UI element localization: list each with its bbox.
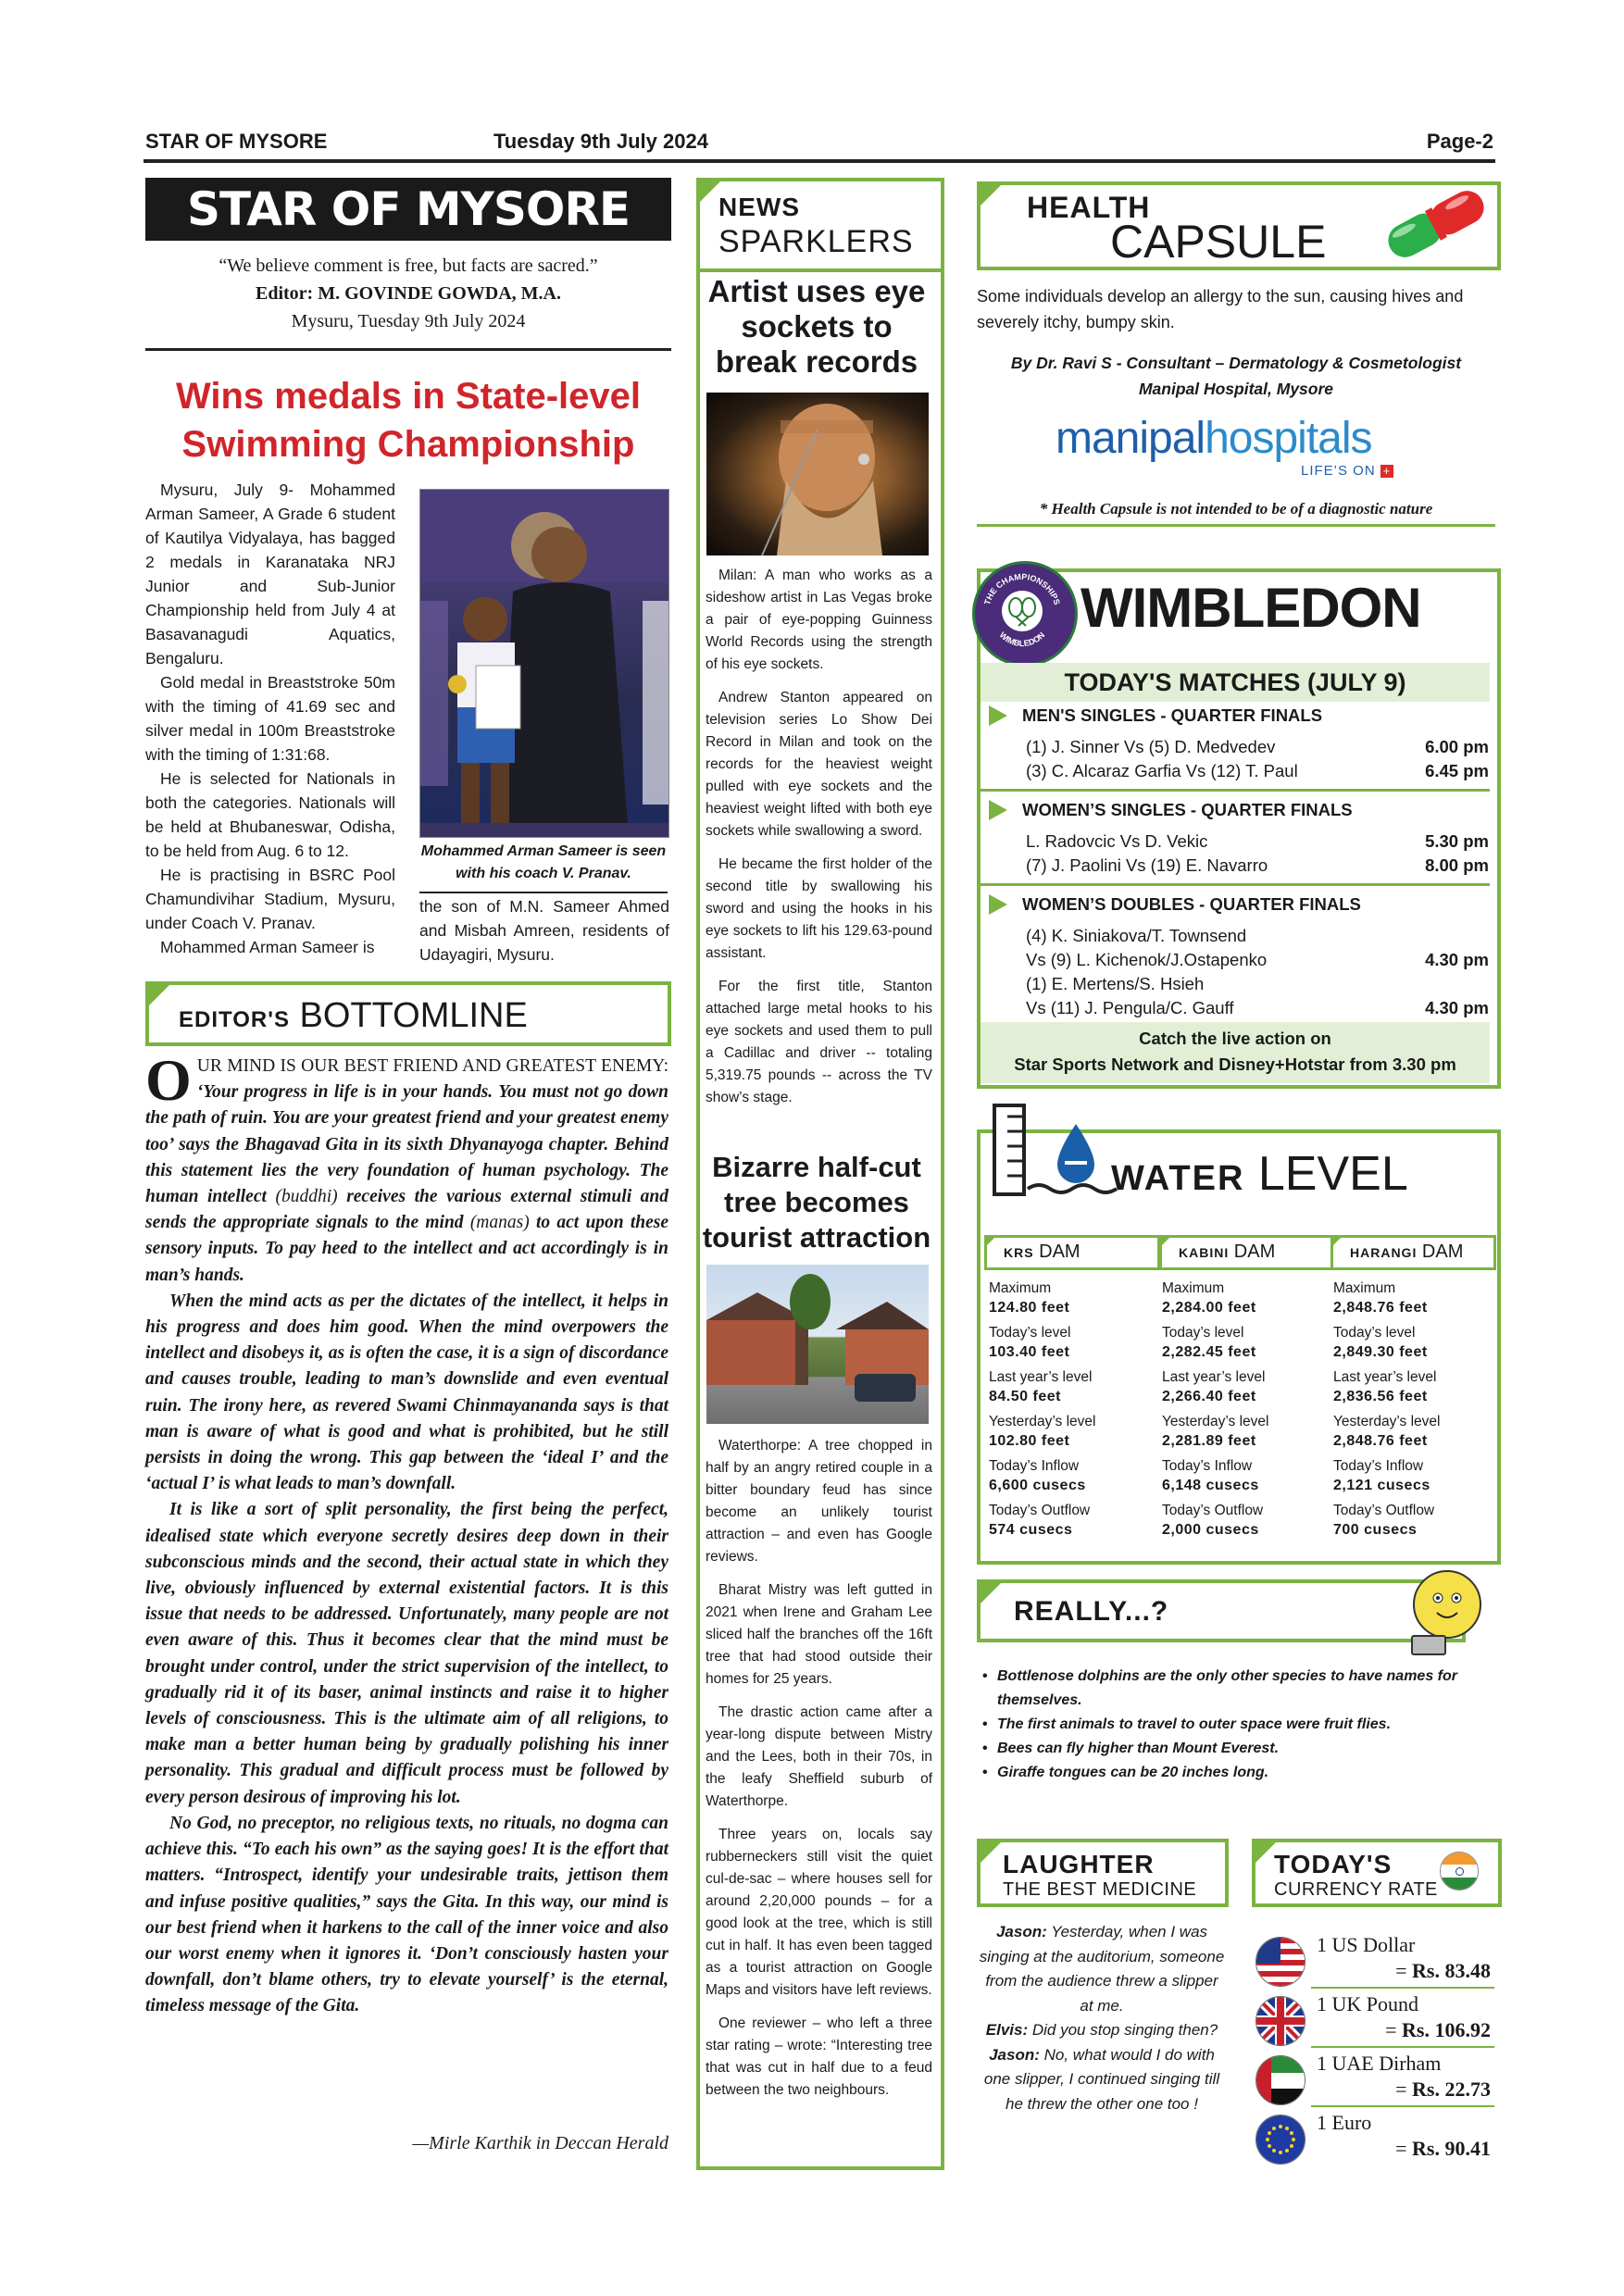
lightbulb-icon xyxy=(1413,1570,1481,1639)
dam-suffix: DAM xyxy=(1421,1242,1464,1262)
wimbledon-band: TODAY'S MATCHES (JULY 9) xyxy=(981,663,1490,702)
label-notch xyxy=(977,1579,1005,1607)
editorial-lead: UR MIND IS OUR BEST FRIEND AND GREATEST ENEMY: xyxy=(196,1056,668,1076)
joke-line xyxy=(977,1920,1227,2018)
editorial-label xyxy=(179,996,528,1036)
masthead-dateline: Mysuru, Tuesday 9th July 2024 xyxy=(291,311,526,331)
health-byline-2: Manipal Hospital, Mysore xyxy=(1138,380,1334,398)
sparkler2-para: One reviewer – who left a three star rating – wrote: “Interesting tree that was cut in half due to a feud between the two neighbours. xyxy=(706,2015,932,2098)
match-name: (1) J. Sinner Vs (5) D. Medvedev xyxy=(1026,737,1276,756)
match-name: L. Radovcic Vs D. Vekic xyxy=(1026,831,1208,851)
level-value: 2,284.00 feet xyxy=(1162,1300,1256,1316)
wimbledon-match xyxy=(1026,761,1489,781)
equals: = xyxy=(1385,2018,1397,2041)
level-value: 2,848.76 feet xyxy=(1333,1433,1428,1449)
rate-value: Rs. 83.48 xyxy=(1412,1959,1491,1982)
laughter-label-box xyxy=(977,1839,1229,1907)
sparkler1-body xyxy=(706,565,932,1120)
joke-line xyxy=(977,2018,1227,2043)
editorial-para: It is like a sort of split personality, the first being the perfect, idealised state which everyone secretly desires deep down in their subconscious minds and the second, their actual state in which they live, obviously influenced by external existential factors. It is this issue that needs to be addressed. Unfortunately, many people are not even aware of this. Thus it becomes clear that the mind must be brought under control, under the strict supervision of the intellect, to gradually rid it of its baser, animal instincts and raise it to higher levels of consciousness. This is the ultimate aim of all religions, to make man a better human being by gradually polishing his inner personality. This gradual and difficult process must be followed by every person desirous of improving his lot. xyxy=(145,1500,668,1807)
level-value: 6,148 cusecs xyxy=(1162,1478,1259,1493)
page-header xyxy=(144,130,1495,159)
health-text: Some individuals develop an allergy to the sun, causing hives and severely itchy, bumpy skin. xyxy=(977,287,1464,331)
wimbledon-match xyxy=(1026,926,1489,946)
label-notch xyxy=(1330,1235,1343,1248)
swim-para: He is selected for Nationals in both the categories. Nationals will be held at Bhubaneswar, Odisha, to be held from Aug. 6 to 12. xyxy=(145,769,395,860)
us-flag-icon xyxy=(1255,1937,1305,1987)
wimbledon-category: MEN'S SINGLES - QUARTER FINALS xyxy=(1022,705,1323,725)
wimbledon-separator xyxy=(981,789,1490,792)
dam-column-krs xyxy=(989,1279,1156,1546)
dam-label-krs xyxy=(984,1235,1160,1270)
editorial-p1: ‘Your progress in life is in your hands. You must not go down the path of ruin. You are your greatest friend and your greatest enemy too’ says the Bhagavad Gita in its sixth Dhyanayoga chapter. Behind this statement lies the very foundation of human psychology. The human intellect xyxy=(145,1082,668,1207)
editorial-body xyxy=(145,1047,669,2020)
level-value: 700 cusecs xyxy=(1333,1522,1418,1538)
level-value: 2,266.40 feet xyxy=(1162,1389,1256,1404)
really-label-box xyxy=(977,1579,1466,1642)
masthead-title: STAR OF MYSORE xyxy=(145,178,671,241)
currency-name: 1 US Dollar xyxy=(1317,1933,1416,1956)
water-title xyxy=(1111,1146,1408,1202)
laughter-label-b: THE BEST MEDICINE xyxy=(1003,1879,1197,1900)
currency-rate xyxy=(1395,2078,1491,2102)
label-notch xyxy=(1159,1235,1172,1248)
speaker: Jason: xyxy=(995,1923,1047,1940)
lightbulb-face xyxy=(1415,1572,1480,1637)
level-label: Today’s level xyxy=(989,1325,1071,1341)
swim-story-col1 xyxy=(145,478,395,959)
editorial-para xyxy=(145,1047,669,1289)
level-value: 2,121 cusecs xyxy=(1333,1478,1430,1493)
equals: = xyxy=(1395,2078,1407,2101)
health-label-capsule: CAPSULE xyxy=(1110,216,1327,268)
currency-row-eur xyxy=(1252,2109,1494,2166)
match-name: Vs (11) J. Pengula/C. Gauff xyxy=(1026,998,1234,1017)
equals: = xyxy=(1395,1959,1407,1982)
currency-name: 1 Euro xyxy=(1317,2111,1372,2134)
level-value: 102.80 feet xyxy=(989,1433,1070,1449)
really-list xyxy=(977,1665,1495,1785)
health-rule xyxy=(977,524,1495,527)
wimbledon-match xyxy=(1026,974,1489,994)
currency-name: 1 UK Pound xyxy=(1317,1992,1419,2015)
plus-icon: + xyxy=(1380,465,1393,478)
currency-row-aed xyxy=(1252,2050,1494,2107)
health-label-box xyxy=(977,181,1501,270)
editorial-label-text: BOTTOMLINE xyxy=(299,996,528,1035)
dam-name: KABINI xyxy=(1179,1245,1230,1260)
sparkler2-para: Three years on, locals say rubberneckers still visit the quiet cul-de-sac – where houses sell for around 2,20,000 pounds – for a good look at the tree, which is still cut in half. It has even been tagged as a tourist attraction on Google Maps and visitors have left reviews. xyxy=(706,1827,932,1998)
level-value: 2,282.45 feet xyxy=(1162,1344,1256,1360)
level-value: 2,000 cusecs xyxy=(1162,1522,1259,1538)
match-name: Vs (9) L. Kichenok/J.Ostapenko xyxy=(1026,950,1268,969)
uk-flag-icon xyxy=(1255,1996,1305,2046)
match-time: 4.30 pm xyxy=(1425,950,1489,969)
water-gauge-icon xyxy=(980,1098,1118,1200)
wimbledon-logo-bottom: WIMBLEDON xyxy=(997,630,1047,649)
level-label: Last year’s level xyxy=(1333,1369,1437,1385)
rate-value: Rs. 90.41 xyxy=(1412,2137,1491,2160)
equals: = xyxy=(1395,2137,1407,2160)
sparkler1-para: Andrew Stanton appeared on television series Lo Show Dei Record in Milan and took on the records for the heaviest weight pulled with eye sockets and the heaviest weight lifted with both eye sockets while swallowing a sword. xyxy=(706,690,932,839)
really-title: REALLY...? xyxy=(1014,1596,1169,1627)
triangle-icon xyxy=(989,800,1007,820)
header-date: Tuesday 9th July 2024 xyxy=(493,130,708,153)
swim-photo-art xyxy=(420,490,668,837)
match-name: (3) C. Alcaraz Garfia Vs (12) T. Paul xyxy=(1026,761,1298,780)
capsule-icon xyxy=(1377,187,1495,261)
wimbledon-logo-top: THE CHAMPIONSHIPS xyxy=(982,571,1062,606)
editorial-para: No God, no preceptor, no religious texts, no rituals, no dogma can achieve this. “To each his own” as the saying goes! It is the effort that matters. “Introspect, identify your undesirable traits, jettison them and infuse positive qualities,” says the Gita. In this way, our mind is our best friend when it harkens to the call of the inner voice and also our worst enemy when it ignores it. ‘Don’t consciously hasten your downfall, don’t blame others, try to elevate yourself’ is the eternal, timeless message of the Gita. xyxy=(145,1813,668,2016)
svg-text:WIMBLEDON xyxy=(998,630,1047,648)
currency-rate xyxy=(1395,1959,1491,1983)
currency-rule xyxy=(1311,1987,1494,1989)
swim-headline-line1: Wins medals in State-level xyxy=(175,376,642,417)
header-page-number: Page-2 xyxy=(1426,130,1493,153)
match-time: 8.00 pm xyxy=(1425,855,1489,875)
level-value: 2,836.56 feet xyxy=(1333,1389,1428,1404)
sparkler1-title: Artist uses eye sockets to break records xyxy=(707,274,926,379)
sparkler1-para: For the first title, Stanton attached large metal hooks to his eye sockets and used them to pull a Cadillac and driver -- totaling 5,319.75 pounds -- across the TV show’s stage. xyxy=(706,979,932,1105)
currency-label-a: TODAY'S xyxy=(1274,1850,1393,1878)
currency-rate xyxy=(1385,2018,1491,2042)
level-label: Today’s Outflow xyxy=(1333,1503,1435,1518)
india-flag-icon xyxy=(1440,1852,1479,1890)
swim-headline xyxy=(145,372,671,468)
health-byline-1: By Dr. Ravi S - Consultant – Dermatology & Cosmetologist xyxy=(1010,354,1462,372)
manipal-tagline xyxy=(1301,463,1393,479)
swim-headline-line2: Swimming Championship xyxy=(181,424,635,465)
speaker: Jason: xyxy=(989,2045,1040,2064)
match-time: 5.30 pm xyxy=(1425,831,1489,851)
uae-flag-icon xyxy=(1255,2055,1305,2105)
match-name: (1) E. Mertens/S. Hsieh xyxy=(1026,974,1205,993)
joke-line xyxy=(977,2043,1227,2117)
laughter-joke xyxy=(977,1920,1227,2116)
wimbledon-title: WIMBLEDON xyxy=(1081,577,1421,639)
dam-column-harangi xyxy=(1333,1279,1500,1546)
wimbledon-match xyxy=(1026,831,1489,852)
wimbledon-logo-art xyxy=(972,561,1072,661)
sparkler2-body xyxy=(706,1435,932,2113)
level-label: Maximum xyxy=(1333,1280,1396,1296)
sparkler1-para: He became the first holder of the second title by swallowing his sword and using the hooks in his eye sockets to lift his 129.63-pound assistant. xyxy=(706,856,932,961)
match-time: 6.00 pm xyxy=(1425,737,1489,756)
drop-cap: O xyxy=(145,1047,192,1113)
match-name: (7) J. Paolini Vs (19) E. Navarro xyxy=(1026,855,1268,875)
match-time: 4.30 pm xyxy=(1425,998,1489,1017)
level-value: 84.50 feet xyxy=(989,1389,1061,1404)
wimbledon-category: WOMEN’S DOUBLES - QUARTER FINALS xyxy=(1022,894,1361,914)
level-value: 2,281.89 feet xyxy=(1162,1433,1256,1449)
level-label: Yesterday’s level xyxy=(1333,1414,1441,1429)
wimbledon-match xyxy=(1026,855,1489,876)
speech: Yesterday, when I was singing at the auditorium, someone from the audience threw a slipper at me. xyxy=(979,1923,1225,2015)
dam-column-kabini xyxy=(1162,1279,1329,1546)
eu-flag-icon xyxy=(1255,2115,1305,2165)
level-label: Today’s Inflow xyxy=(1162,1458,1253,1474)
wimbledon-footer xyxy=(981,1022,1490,1083)
level-label: Yesterday’s level xyxy=(1162,1414,1269,1429)
sparkler2-para: The drastic action came after a year-long dispute between Mistry and the Lees, both in their 70s, in the leafy Sheffield suburb of Waterthorpe. xyxy=(706,1704,932,1809)
masthead-motto: “We believe comment is free, but facts are sacred.” xyxy=(219,256,598,276)
wimbledon-match xyxy=(1026,998,1489,1018)
swim-story-col2: the son of M.N. Sameer Ahmed and Misbah Amreen, residents of Udayagiri, Mysuru. xyxy=(419,897,669,964)
level-value: 124.80 feet xyxy=(989,1300,1070,1316)
level-label: Yesterday’s level xyxy=(989,1414,1096,1429)
dam-name: KRS xyxy=(1004,1245,1034,1260)
label-notch xyxy=(977,181,1005,209)
level-label: Last year’s level xyxy=(989,1369,1093,1385)
currency-label-b: CURRENCY RATE xyxy=(1274,1879,1438,1900)
swim-para: Mysuru, July 9- Mohammed Arman Sameer, A Grade 6 student of Kautilya Vidyalaya, has bagged 2 medals in Karanataka NRJ Junior and Sub-Junior Championship held from July 4 at Basavanagudi Aquatics, Bengaluru. xyxy=(145,480,395,668)
sparkler2-title: Bizarre half-cut tree becomes tourist attraction xyxy=(702,1151,931,1254)
triangle-icon xyxy=(989,894,1007,915)
level-label: Today’s Inflow xyxy=(1333,1458,1424,1474)
sparkler1-photo-art xyxy=(706,393,929,555)
dam-label-harangi xyxy=(1330,1235,1496,1270)
speaker: Elvis: xyxy=(985,2021,1029,2039)
level-label: Today’s Inflow xyxy=(989,1458,1080,1474)
level-value: 2,848.76 feet xyxy=(1333,1300,1428,1316)
wimbledon-category: WOMEN’S SINGLES - QUARTER FINALS xyxy=(1022,800,1353,819)
level-value: 103.40 feet xyxy=(989,1344,1070,1360)
editorial-label-bold: EDITOR'S xyxy=(179,1007,290,1032)
speech: Did you stop singing then? xyxy=(1031,2021,1218,2039)
swim-para: He is practising in BSRC Pool Chamundivihar Stadium, Mysuru, under Coach V. Pranav. xyxy=(145,866,395,932)
sparkler1-para: Milan: A man who works as a sideshow artist in Las Vegas broke a pair of eye-popping Guinness World Records using the strength of his eye sockets. xyxy=(706,568,932,672)
level-label: Today’s level xyxy=(1333,1325,1416,1341)
label-notch xyxy=(984,1235,997,1248)
currency-rule xyxy=(1311,2046,1494,2048)
masthead-editor: Editor: M. GOVINDE GOWDA, M.A. xyxy=(256,283,561,304)
triangle-icon xyxy=(989,705,1007,726)
speech: No, what would I do with one slipper, I continued singing till he threw the other one too ! xyxy=(983,2045,1220,2113)
laughter-label-a: LAUGHTER xyxy=(1003,1850,1155,1878)
wimbledon-separator xyxy=(981,883,1490,886)
wimbledon-match xyxy=(1026,950,1489,970)
editorial-label-box xyxy=(145,981,671,1046)
swim-para: Gold medal in Breaststroke 50m with the timing of 41.69 sec and silver medal in 100m Breaststroke with the timing of 1:31:68. xyxy=(145,673,395,764)
list-item: • Giraffe tongues can be 20 inches long. xyxy=(977,1761,1495,1785)
wimbledon-logo xyxy=(972,561,1078,667)
masthead-rule xyxy=(145,348,671,351)
swim-photo-caption: Mohammed Arman Sameer is seen with his coach V. Pranav. xyxy=(420,843,667,881)
currency-rule xyxy=(1311,2105,1494,2107)
manipal-logo-a: manipal xyxy=(1056,414,1206,463)
sparkler2-para: Waterthorpe: A tree chopped in half by an angry retired couple in a bitter boundary feud has since become an unlikely tourist attraction – and even has Google reviews. xyxy=(706,1438,932,1565)
sparkler2-para: Bharat Mistry was left gutted in 2021 when Irene and Graham Lee sliced half the branches off the 16ft tree that had stood outside their homes for 25 years. xyxy=(706,1582,932,1687)
level-value: 2,849.30 feet xyxy=(1333,1344,1428,1360)
level-value: 6,600 cusecs xyxy=(989,1478,1086,1493)
swim-para: Mohammed Arman Sameer is xyxy=(160,938,375,956)
wimbledon-match xyxy=(1026,737,1489,757)
editorial-p1b: receives the various external stimuli and sends the appropriate signals to the mind xyxy=(145,1187,669,1233)
editorial-para: When the mind acts as per the dictates of the intellect, it helps in his progress and does him good. When the mind overpowers the intellect and disobeys it, as is often the case, it is a sign of discordance and causes trouble, leading to man’s downslide and even eventual ruin. The irony here, as revered Swami Chinmayananda says is that man is aware of what is good and what is prohibited, but he still persists in doing the wrong. This gap between the ‘ideal I’ and the ‘actual I’ is what leads to man’s downfall. xyxy=(145,1291,668,1494)
level-label: Maximum xyxy=(989,1280,1052,1296)
masthead-info xyxy=(145,252,671,335)
match-name: (4) K. Siniakova/T. Townsend xyxy=(1026,926,1247,945)
match-time: 6.45 pm xyxy=(1425,761,1489,780)
list-item: • Bottlenose dolphins are the only other species to have names for themselves. xyxy=(977,1665,1495,1713)
level-label: Today’s Outflow xyxy=(989,1503,1091,1518)
dam-suffix: DAM xyxy=(1039,1242,1081,1262)
lightbulb-base xyxy=(1411,1635,1446,1655)
list-item: • The first animals to travel to outer space were fruit flies. xyxy=(977,1713,1495,1737)
health-disclaimer: * Health Capsule is not intended to be of a diagnostic nature xyxy=(1039,500,1433,518)
currency-row-gbp xyxy=(1252,1990,1494,2048)
caption-rule xyxy=(419,892,668,893)
header-rule xyxy=(144,159,1495,163)
sparklers-label-box xyxy=(696,178,944,272)
manipal-tag-text: LIFE’S ON xyxy=(1301,463,1376,479)
currency-name: 1 UAE Dirham xyxy=(1317,2052,1442,2075)
manipal-logo xyxy=(1056,413,1372,464)
dam-name: HARANGI xyxy=(1350,1245,1418,1260)
currency-rate xyxy=(1395,2137,1491,2161)
level-value: 574 cusecs xyxy=(989,1522,1073,1538)
wimbledon-footer-1: Catch the live action on xyxy=(1139,1029,1331,1048)
sparklers-label-sparklers: SPARKLERS xyxy=(718,224,914,259)
sparkler2-photo-art xyxy=(706,1265,929,1424)
sparkler2-photo xyxy=(706,1265,929,1424)
list-item: • Bees can fly higher than Mount Everest. xyxy=(977,1737,1495,1761)
water-title-text: LEVEL xyxy=(1257,1147,1408,1201)
label-notch xyxy=(977,1839,1005,1866)
swim-photo xyxy=(419,489,669,838)
sparklers-label-news: NEWS xyxy=(718,193,800,221)
level-label: Today’s Outflow xyxy=(1162,1503,1264,1518)
sparkler1-photo xyxy=(706,393,929,555)
health-byline xyxy=(977,350,1495,402)
editorial-p1c: to act upon these sensory inputs. To pay heed to the intellect and act accordingly is in man’s hands. xyxy=(145,1213,669,1285)
currency-row-usd xyxy=(1252,1931,1494,1989)
level-label: Maximum xyxy=(1162,1280,1225,1296)
rate-value: Rs. 106.92 xyxy=(1402,2018,1491,2041)
manipal-logo-b: hospitals xyxy=(1205,414,1372,463)
wimbledon-footer-2: Star Sports Network and Disney+Hotstar from 3.30 pm xyxy=(1014,1054,1456,1074)
rate-value: Rs. 22.73 xyxy=(1412,2078,1491,2101)
water-title-bold: WATER xyxy=(1111,1159,1245,1198)
header-paper-name: STAR OF MYSORE xyxy=(145,130,328,153)
level-label: Today’s level xyxy=(1162,1325,1244,1341)
editorial-manas: (manas) xyxy=(469,1213,530,1233)
level-label: Last year’s level xyxy=(1162,1369,1266,1385)
health-label-health: HEALTH xyxy=(1027,191,1151,224)
dam-suffix: DAM xyxy=(1233,1242,1276,1262)
label-notch xyxy=(145,981,173,1009)
editorial-signature: —Mirle Karthik in Deccan Herald xyxy=(412,2133,668,2153)
editorial-buddhi: (buddhi) xyxy=(275,1187,338,1207)
dam-label-kabini xyxy=(1159,1235,1333,1270)
